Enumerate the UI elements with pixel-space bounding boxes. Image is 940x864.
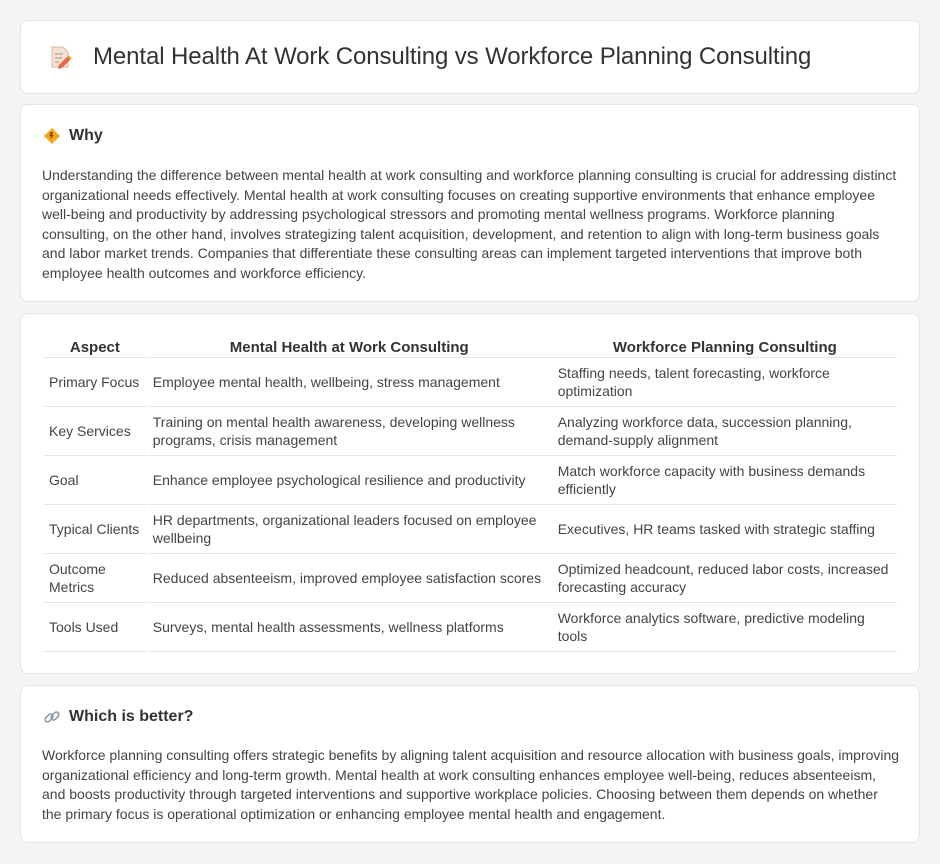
document-edit-icon	[47, 44, 73, 70]
row-aspect: Typical Clients	[44, 505, 146, 554]
comparison-section	[20, 313, 920, 674]
row-workforce-planning: Staffing needs, talent forecasting, workforce optimization	[553, 358, 897, 407]
page-title: Mental Health At Work Consulting vs Workforce Planning Consulting	[93, 43, 812, 70]
comparison-table	[42, 336, 899, 652]
row-mental-health: Training on mental health awareness, developing wellness programs, crisis management	[148, 407, 551, 456]
title-card	[20, 20, 920, 94]
table-row	[44, 407, 897, 456]
table-header-row	[44, 336, 897, 358]
table-row	[44, 456, 897, 505]
why-heading: Why	[69, 127, 103, 144]
row-aspect: Primary Focus	[44, 358, 146, 407]
row-aspect: Key Services	[44, 407, 146, 456]
row-workforce-planning: Workforce analytics software, predictive modeling tools	[553, 603, 897, 652]
row-workforce-planning: Match workforce capacity with business demands efficiently	[553, 456, 897, 505]
row-mental-health: HR departments, organizational leaders focused on employee wellbeing	[148, 505, 551, 554]
row-mental-health: Enhance employee psychological resilience and productivity	[148, 456, 551, 505]
row-mental-health: Employee mental health, wellbeing, stress management	[148, 358, 551, 407]
row-workforce-planning: Analyzing workforce data, succession planning, demand-supply alignment	[553, 407, 897, 456]
better-heading: Which is better?	[69, 708, 194, 725]
header-mental-health: Mental Health at Work Consulting	[148, 336, 551, 358]
row-aspect: Tools Used	[44, 603, 146, 652]
row-mental-health: Surveys, mental health assessments, wellness platforms	[148, 603, 551, 652]
diamond-bolt-icon	[43, 127, 61, 145]
table-row	[44, 603, 897, 652]
table-row	[44, 505, 897, 554]
row-mental-health: Reduced absenteeism, improved employee satisfaction scores	[148, 554, 551, 603]
better-text: Workforce planning consulting offers strategic benefits by aligning talent acquisition and resource allocation with business goals, improving organizational efficiency and long-term growth. Mental health at work consulting enhances employee well-being, reduces absenteeism, and boosts productivity through targeted interventions and supportive workplace policies. Choosing between them depends on whether the primary focus is operational optimization or enhancing employee mental health and engagement.	[42, 747, 900, 822]
why-text: Understanding the difference between mental health at work consulting and workforce planning consulting is crucial for addressing distinct organizational needs effectively. Mental health at work consulting focuses on creating supportive environments that enhance employee well-being and productivity by addressing psychological stressors and promoting mental wellness programs. Workforce planning consulting, on the other hand, involves strategizing talent acquisition, development, and retention to align with long-term business goals and labor market trends. Companies that differentiate these consulting areas can implement targeted interventions that improve both employee health outcomes and workforce efficiency.	[42, 167, 897, 281]
row-workforce-planning: Executives, HR teams tasked with strategic staffing	[553, 505, 897, 554]
row-aspect: Goal	[44, 456, 146, 505]
better-header	[43, 708, 193, 726]
why-section	[20, 104, 920, 302]
table-row	[44, 358, 897, 407]
header-workforce-planning: Workforce Planning Consulting	[553, 336, 897, 358]
why-header	[43, 127, 103, 145]
header-aspect: Aspect	[44, 336, 146, 358]
which-is-better-section	[20, 685, 920, 843]
table-row	[44, 554, 897, 603]
link-icon	[43, 708, 61, 726]
row-aspect: Outcome Metrics	[44, 554, 146, 603]
row-workforce-planning: Optimized headcount, reduced labor costs, increased forecasting accuracy	[553, 554, 897, 603]
